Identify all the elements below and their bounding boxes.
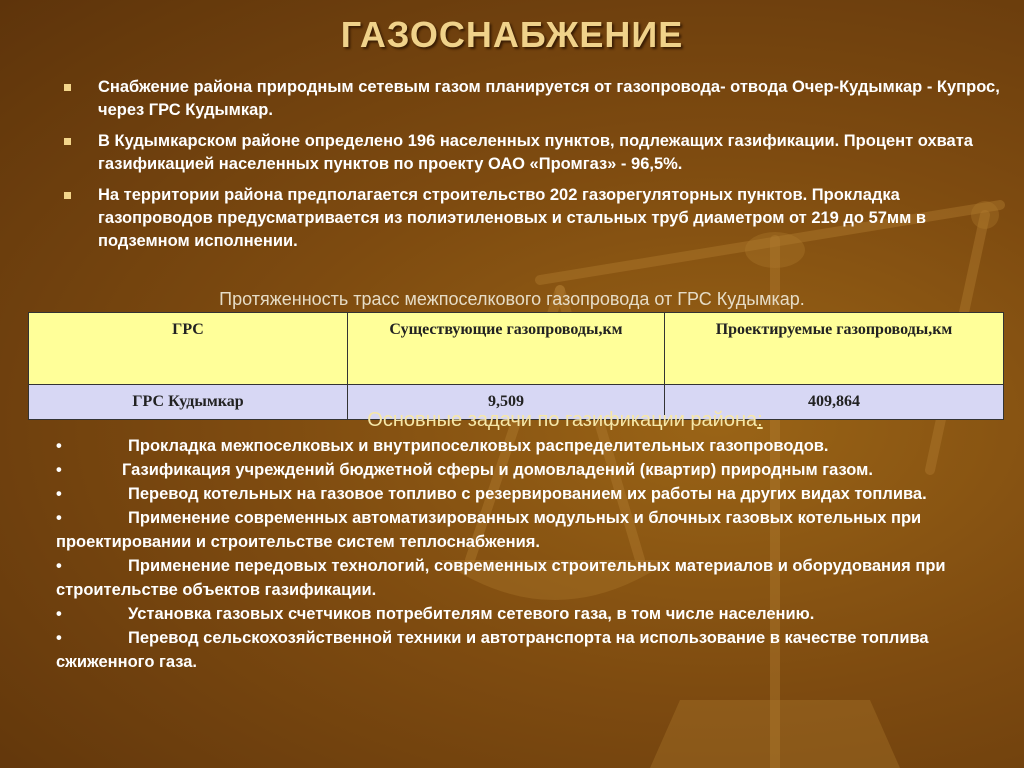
- list-item-text: Установка газовых счетчиков потребителям сетевого газа, в том числе населению.: [128, 605, 815, 623]
- table-header-cell: ГРС: [29, 313, 348, 385]
- table-header-row: [29, 313, 1004, 385]
- list-item-text: Перевод сельскохозяйственной техники и автотранспорта на использование в качестве топлива сжиженного газа.: [56, 629, 929, 671]
- intro-bullet-text: В Кудымкарском районе определено 196 населенных пунктов, подлежащих газификации. Процент охвата газификацией населенных пунктов по проекту ОАО «Промгаз» - 96,5%.: [98, 132, 973, 173]
- table-cell: 9,509: [348, 385, 665, 420]
- intro-bullet: [62, 76, 1002, 122]
- list-item: [56, 458, 1016, 482]
- bullet-dot-icon: •: [56, 557, 62, 575]
- intro-bullet-text: На территории района предполагается строительство 202 газорегуляторных пунктов. Прокладка газопроводов предусматривается из полиэтиленовых и стальных труб диаметром от 219 до 57мм в подземном исполнении.: [98, 186, 927, 250]
- list-item-text: Применение передовых технологий, современных строительных материалов и оборудования при строительстве объектов газификации.: [56, 557, 946, 599]
- list-item-text: Прокладка межпоселковых и внутрипоселковых распределительных газопроводов.: [128, 437, 829, 455]
- list-item-text: Применение современных автоматизированных модульных и блочных газовых котельных при проектировании и строительстве систем теплоснабжения.: [56, 509, 922, 551]
- bullet-dot-icon: •: [56, 629, 62, 647]
- table-header-cell: Существующие газопроводы,км: [348, 313, 665, 385]
- tasks-heading: [0, 409, 1024, 432]
- list-item: [56, 602, 1016, 626]
- tasks-heading-colon: :: [757, 409, 763, 431]
- table-header-cell: Проектируемые газопроводы,км: [665, 313, 1004, 385]
- list-item: [56, 434, 1016, 458]
- table-cell: ГРС Кудымкар: [29, 385, 348, 420]
- tasks-list: [56, 434, 1016, 674]
- bullet-dot-icon: •: [56, 485, 62, 503]
- intro-bullet: [62, 130, 1002, 176]
- list-item: [56, 626, 1016, 674]
- page-title: ГАЗОСНАБЖЕНИЕ: [340, 14, 684, 55]
- square-bullet-icon: [64, 192, 71, 199]
- list-item: [56, 506, 1016, 554]
- square-bullet-icon: [64, 138, 71, 145]
- bullet-dot-icon: •: [56, 437, 62, 455]
- intro-bullet: [62, 184, 1002, 253]
- intro-bullet-text: Снабжение района природным сетевым газом планируется от газопровода- отвода Очер-Кудымкар - Купрос, через ГРС Кудымкар.: [98, 78, 1000, 119]
- bullet-dot-icon: •: [56, 509, 62, 527]
- table-cell: 409,864: [665, 385, 1004, 420]
- pipeline-table: [28, 312, 1004, 420]
- bullet-dot-icon: •: [56, 461, 62, 479]
- list-item: [56, 554, 1016, 602]
- square-bullet-icon: [64, 84, 71, 91]
- list-item-text: Газификация учреждений бюджетной сферы и домовладений (квартир) природным газом.: [122, 461, 873, 479]
- intro-bullets: [62, 76, 1002, 261]
- list-item-text: Перевод котельных на газовое топливо с резервированием их работы на других видах топлива.: [128, 485, 927, 503]
- table-caption: Протяженность трасс межпоселкового газопровода от ГРС Кудымкар.: [219, 289, 805, 309]
- bullet-dot-icon: •: [56, 605, 62, 623]
- list-item: [56, 482, 1016, 506]
- tasks-heading-text: Основные задачи по газификации района: [367, 409, 758, 431]
